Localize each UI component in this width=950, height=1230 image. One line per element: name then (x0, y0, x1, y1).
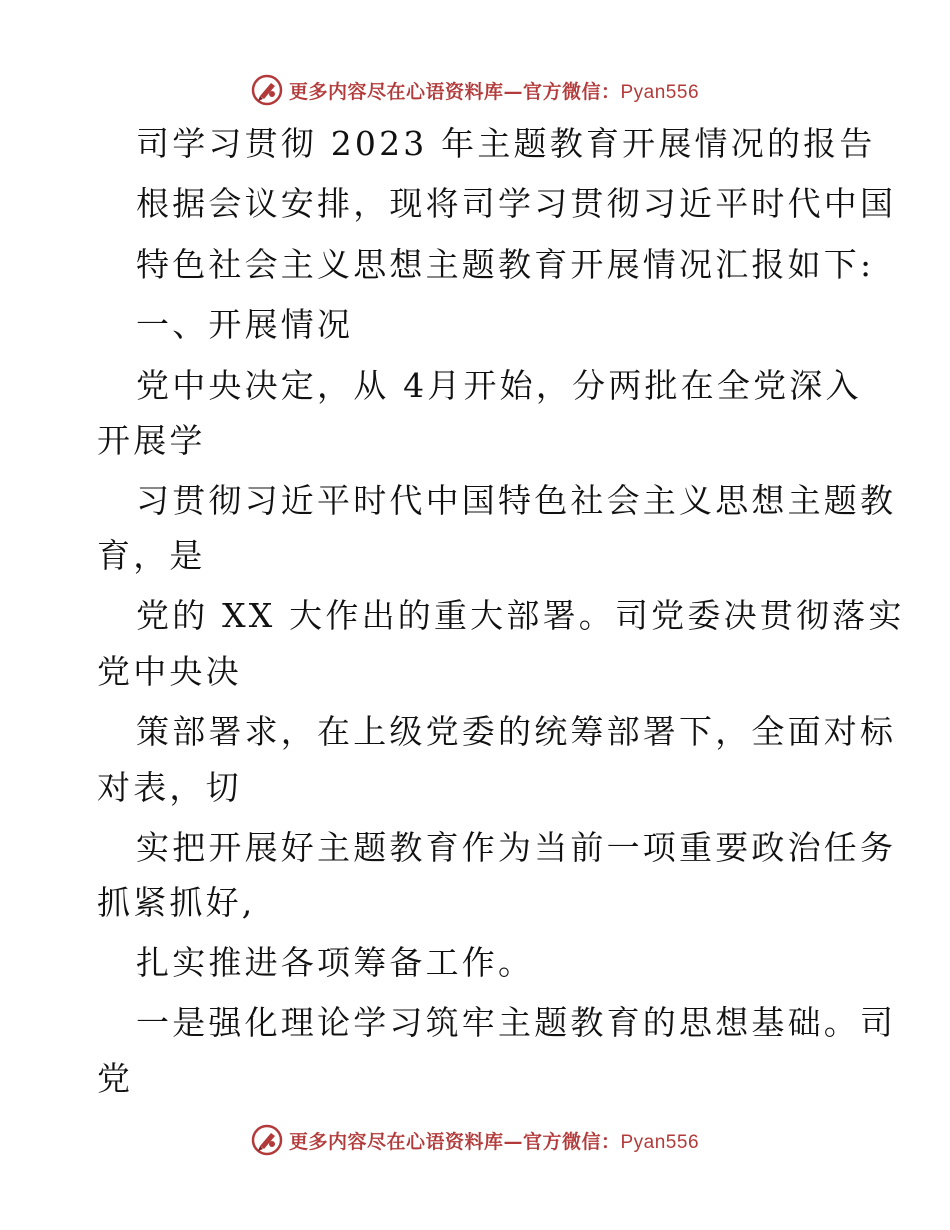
paragraph-line: 根据会议安排，现将司学习贯彻习近平时代中国 (136, 184, 897, 223)
pen-logo-icon (251, 74, 283, 106)
document-title: 司学习贯彻 2023 年主题教育开展情况的报告 (136, 124, 876, 163)
paragraph-line: 党 (97, 1059, 134, 1098)
pen-logo-icon (251, 1124, 283, 1156)
paragraph-line: 党中央决定，从 4月开始，分两批在全党深入 (136, 366, 862, 405)
watermark-header (0, 72, 950, 108)
paragraph-line: 抓紧抓好, (97, 883, 256, 922)
paragraph-line: 一是强化理论学习筑牢主题教育的思想基础。司 (136, 1003, 897, 1042)
paragraph-line: 育，是 (97, 536, 206, 575)
watermark-footer (0, 1122, 950, 1158)
paragraph-line: 对表，切 (97, 768, 242, 807)
paragraph-line: 党的 XX 大作出的重大部署。司党委决贯彻落实 (136, 596, 905, 635)
paragraph-line: 实把开展好主题教育作为当前一项重要政治任务 (136, 828, 897, 867)
paragraph-line: 扎实推进各项筹备工作。 (136, 943, 535, 982)
paragraph-line: 特色社会主义思想主题教育开展情况汇报如下: (136, 245, 875, 284)
paragraph-line: 开展学 (97, 421, 206, 460)
paragraph-line: 策部署求，在上级党委的统筹部署下，全面对标 (136, 712, 897, 751)
paragraph-line: 习贯彻习近平时代中国特色社会主义思想主题教 (136, 481, 897, 520)
paragraph-line: 党中央决 (97, 652, 242, 691)
watermark-text: 更多内容尽在心语资料库—官方微信：Pyan556 (288, 80, 700, 103)
watermark-text: 更多内容尽在心语资料库—官方微信：Pyan556 (288, 1130, 700, 1153)
section-heading: 一、开展情况 (136, 305, 354, 344)
